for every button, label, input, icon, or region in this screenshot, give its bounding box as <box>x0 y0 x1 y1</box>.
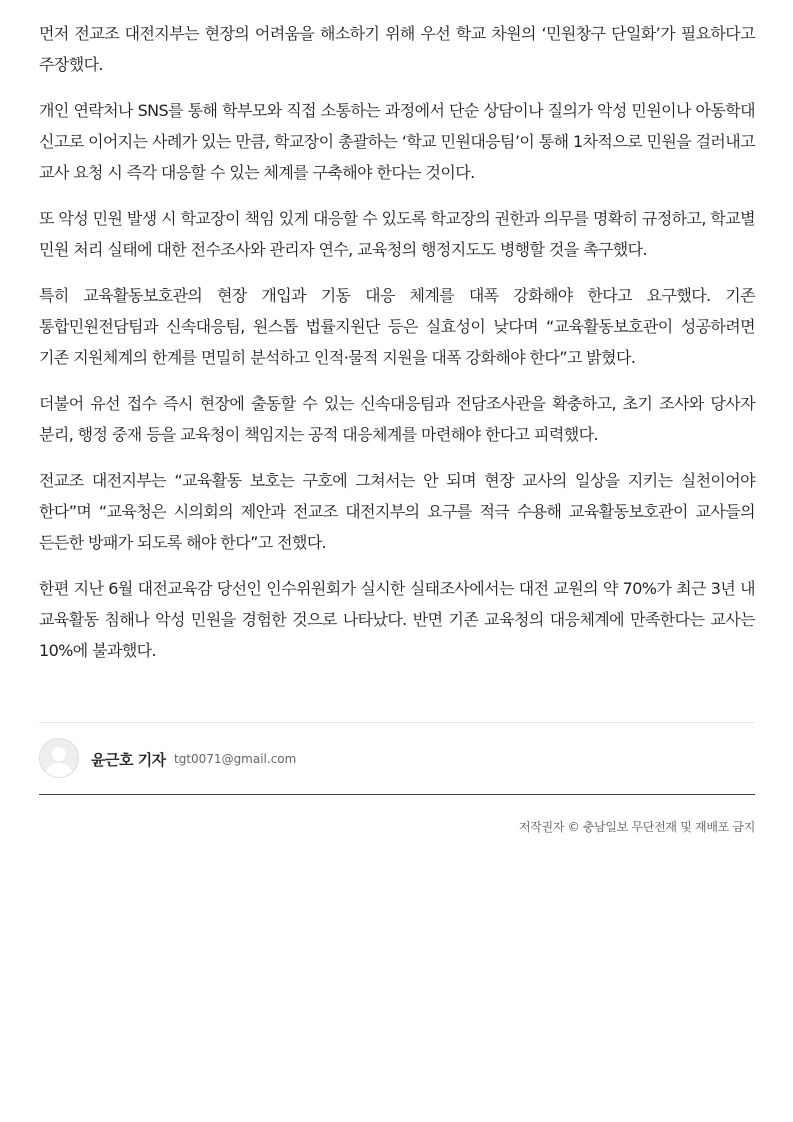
reporter-avatar <box>39 738 79 778</box>
user-silhouette-icon <box>40 739 78 777</box>
reporter-byline <box>39 722 755 795</box>
article-paragraph: 개인 연락처나 SNS를 통해 학부모와 직접 소통하는 과정에서 단순 상담이나 질의가 악성 민원이나 아동학대 신고로 이어지는 사례가 있는 만큼, 학교장이 총괄하는 ‘학교 민원대응팀’이 통해 1차적으로 민원을 걸러내고 교사 요청 시 즉각 대응할 수 있는 체계를 구축해야 한다는 것이다. <box>39 101 755 182</box>
reporter-name[interactable]: 윤근호 기자 <box>91 751 166 769</box>
article-paragraph: 더불어 유선 접수 즉시 현장에 출동할 수 있는 신속대응팀과 전담조사관을 확충하고, 초기 조사와 당사자 분리, 행정 중재 등을 교육청이 책임지는 공적 대응체계를 마련해야 한다고 피력했다. <box>39 394 755 444</box>
article-paragraph: 먼저 전교조 대전지부는 현장의 어려움을 해소하기 위해 우선 학교 차원의 ‘민원창구 단일화’가 필요하다고 주장했다. <box>39 24 755 74</box>
copyright-notice: 저작권자 © 충남일보 무단전재 및 재배포 금지 <box>518 820 755 834</box>
article-paragraph: 또 악성 민원 발생 시 학교장이 책임 있게 대응할 수 있도록 학교장의 권한과 의무를 명확히 규정하고, 학교별 민원 처리 실태에 대한 전수조사와 관리자 연수, 교육청의 행정지도도 병행할 것을 촉구했다. <box>39 209 755 259</box>
article-paragraph: 특히 교육활동보호관의 현장 개입과 기동 대응 체계를 대폭 강화해야 한다고 요구했다. 기존 통합민원전담팀과 신속대응팀, 원스톱 법률지원단 등은 실효성이 낮다며 “교육활동보호관이 성공하려면 기존 지원체계의 한계를 면밀히 분석하고 인적·물적 지원을 대폭 강화해야 한다”고 밝혔다. <box>39 286 755 367</box>
reporter-email[interactable]: tgt0071@gmail.com <box>174 752 297 766</box>
article-paragraph: 전교조 대전지부는 “교육활동 보호는 구호에 그쳐서는 안 되며 현장 교사의 일상을 지키는 실천이어야 한다”며 “교육청은 시의회의 제안과 전교조 대전지부의 요구를 적극 수용해 교육활동보호관이 교사들의 든든한 방패가 되도록 해야 한다”고 전했다. <box>39 471 755 552</box>
article-body <box>39 18 755 681</box>
article-paragraph: 한편 지난 6월 대전교육감 당선인 인수위원회가 실시한 실태조사에서는 대전 교원의 약 70%가 최근 3년 내 교육활동 침해나 악성 민원을 경험한 것으로 나타났다. 반면 기존 교육청의 대응체계에 만족한다는 교사는 10%에 불과했다. <box>39 579 755 660</box>
